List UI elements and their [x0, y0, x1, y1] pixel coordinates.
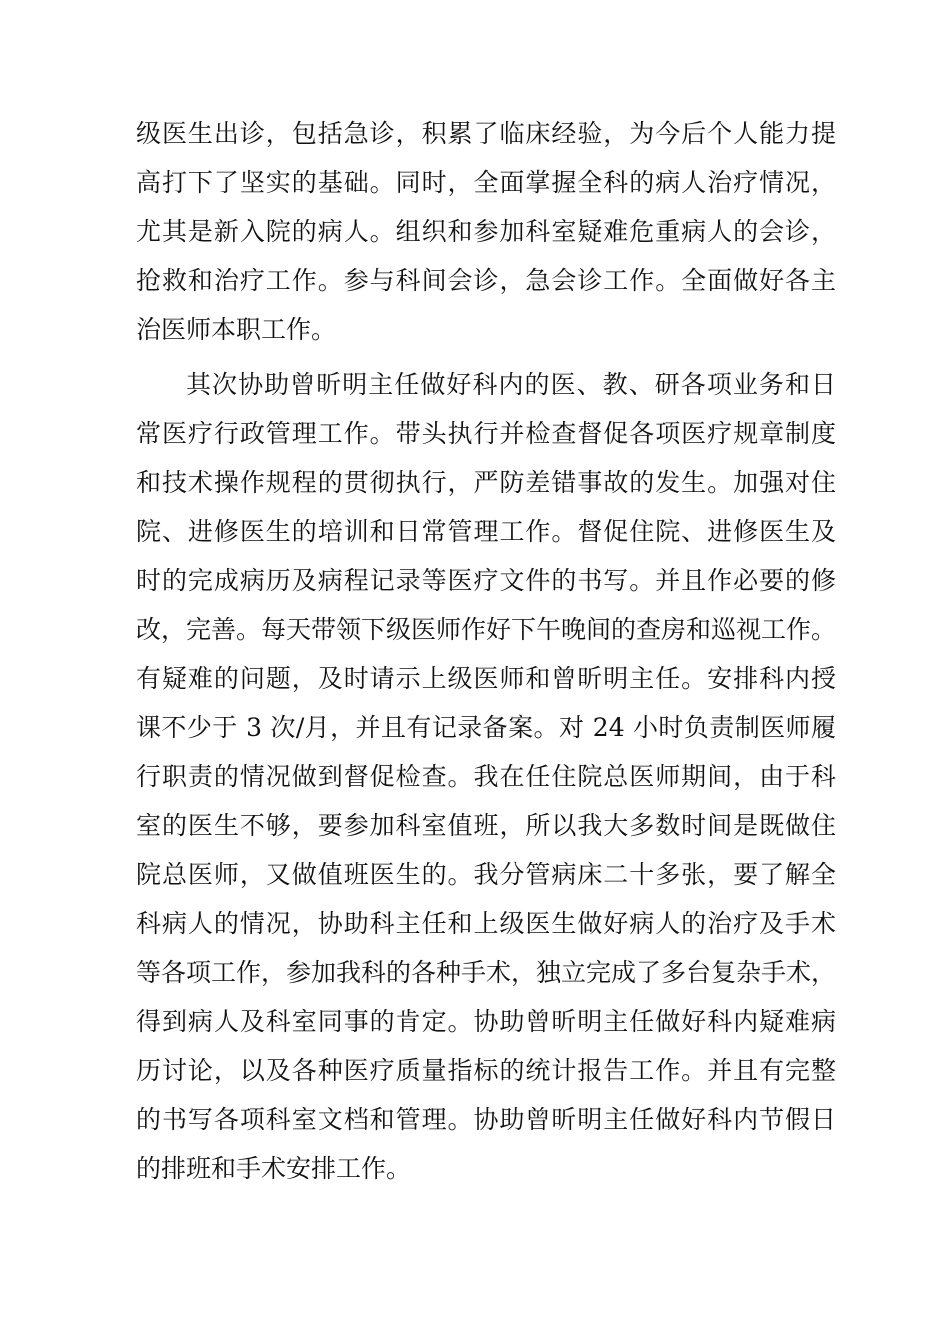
paragraph-2-line-15: 历讨论，以及各种医疗质量指标的统计报告工作。并且有完整 [136, 1056, 836, 1085]
paragraph-1-line-1: 级医生出诊，包括急诊，积累了临床经验，为今后个人能力提 [136, 119, 836, 148]
paragraph-2-line-2: 常医疗行政管理工作。带头执行并检查督促各项医疗规章制度 [136, 419, 836, 448]
paragraph-2-line-8: 课不少于 3 次/月，并且有记录备案。对 24 小时负责制医师履 [136, 713, 836, 742]
paragraph-2-line-5: 时的完成病历及病程记录等医疗文件的书写。并且作必要的修 [136, 566, 836, 595]
paragraph-2-line-1: 其次协助曾昕明主任做好科内的医、教、研各项业务和日 [186, 370, 836, 399]
paragraph-2-line-3: 和技术操作规程的贯彻执行，严防差错事故的发生。加强对住 [136, 468, 836, 497]
paragraph-2-line-4: 院、进修医生的培训和日常管理工作。督促住院、进修医生及 [136, 517, 836, 546]
paragraph-2-line-17: 的排班和手术安排工作。 [136, 1154, 412, 1183]
paragraph-2-line-13: 等各项工作，参加我科的各种手术，独立完成了多台复杂手术， [136, 958, 837, 987]
paragraph-2-line-16: 的书写各项科室文档和管理。协助曾昕明主任做好科内节假日 [136, 1105, 836, 1134]
paragraph-2-line-14: 得到病人及科室同事的肯定。协助曾昕明主任做好科内疑难病 [136, 1007, 836, 1036]
paragraph-1-line-4: 抢救和治疗工作。参与科间会诊，急会诊工作。全面做好各主 [136, 266, 836, 295]
paragraph-2-line-10: 室的医生不够，要参加科室值班，所以我大多数时间是既做住 [136, 811, 836, 840]
paragraph-1-line-5: 治医师本职工作。 [136, 315, 337, 344]
paragraph-2-line-9: 行职责的情况做到督促检查。我在任住院总医师期间，由于科 [136, 762, 836, 791]
paragraph-2-line-7: 有疑难的问题，及时请示上级医师和曾昕明主任。安排科内授 [136, 664, 836, 693]
paragraph-1-line-3: 尤其是新入院的病人。组织和参加科室疑难危重病人的会诊， [136, 217, 836, 246]
paragraph-2-line-6: 改，完善。每天带领下级医师作好下午晚间的查房和巡视工作。 [136, 615, 837, 644]
paragraph-2-line-11: 院总医师，又做值班医生的。我分管病床二十多张，要了解全 [136, 860, 836, 889]
paragraph-2-line-12: 科病人的情况，协助科主任和上级医生做好病人的治疗及手术 [136, 909, 836, 938]
paragraph-1-line-2: 高打下了坚实的基础。同时，全面掌握全科的病人治疗情况， [136, 168, 836, 197]
